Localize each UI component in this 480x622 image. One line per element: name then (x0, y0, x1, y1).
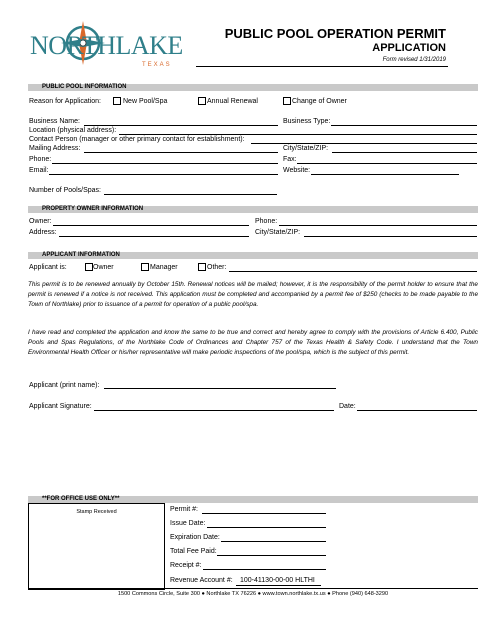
num-pools-field[interactable] (104, 194, 277, 195)
print-name-label: Applicant (print name): (29, 382, 100, 389)
section-bar-office (28, 496, 478, 503)
section-bar-applicant (28, 252, 478, 259)
option-manager: Manager (150, 264, 178, 271)
section-bar-owner (28, 206, 478, 213)
print-name-field[interactable] (104, 388, 336, 389)
date-field[interactable] (357, 410, 477, 411)
contact-label: Contact Person (manager or other primary contact for establishment): (29, 136, 245, 143)
expiration-label: Expiration Date: (170, 534, 220, 541)
option-change-owner: Change of Owner (292, 98, 347, 105)
permit-label: Permit #: (170, 506, 199, 513)
business-type-label: Business Type: (283, 118, 331, 125)
fee-field[interactable] (217, 555, 326, 556)
header-rule (196, 66, 448, 67)
fax-field[interactable] (297, 163, 477, 164)
renewal-paragraph: This permit is to be renewed annually by October 15th. Renewal notices will be mailed; however, it is the responsibility of the permit holder to ensure that the permit is renewed if a notice is not received. This application must be completed and accompanied by a permit fee of $250 (checks to be made payable to the Town of Northlake) prior to issuance of a permit for operation of a public pool/spa. (28, 281, 478, 308)
revenue-label: Revenue Account #: (170, 577, 233, 584)
logo-subtext: TEXAS (142, 62, 172, 68)
other-field[interactable] (229, 271, 477, 272)
city-state-zip-field[interactable] (332, 152, 477, 153)
owner-city-label: City/State/ZIP: (255, 229, 301, 236)
reason-label: Reason for Application: (29, 98, 101, 105)
owner-address-field[interactable] (59, 236, 249, 237)
section-bar-pool (28, 84, 478, 91)
footer-rule (28, 588, 478, 589)
num-pools-label: Number of Pools/Spas: (29, 187, 101, 194)
option-owner: Owner (93, 264, 114, 271)
checkbox-new-pool[interactable] (113, 97, 121, 105)
section-heading-pool: PUBLIC POOL INFORMATION (42, 84, 127, 90)
checkbox-owner[interactable] (85, 263, 93, 271)
owner-phone-field[interactable] (279, 225, 477, 226)
issue-label: Issue Date: (170, 520, 206, 527)
option-new-pool: New Pool/Spa (123, 98, 168, 105)
checkbox-other[interactable] (198, 263, 206, 271)
logo (30, 20, 186, 72)
page-subtitle: APPLICATION (372, 42, 446, 54)
signature-field[interactable] (94, 410, 334, 411)
office-heading: **FOR OFFICE USE ONLY** (42, 496, 120, 502)
revenue-value: 100-41130-00-00 HLTHI (236, 576, 321, 586)
checkbox-change-owner[interactable] (283, 97, 291, 105)
stamp-box (28, 503, 165, 590)
location-label: Location (physical address): (29, 127, 117, 134)
issue-field[interactable] (207, 527, 326, 528)
business-name-label: Business Name: (29, 118, 80, 125)
permit-field[interactable] (202, 513, 326, 514)
option-annual-renewal: Annual Renewal (207, 98, 258, 105)
phone-label: Phone: (29, 156, 52, 163)
section-heading-owner: PROPERTY OWNER INFORMATION (42, 206, 144, 212)
footer-text: 1500 Commons Circle, Suite 300 ● Northlake TX 76226 ● www.town.northlake.tx.us ● Phone (940) 648-3290 (117, 591, 389, 597)
owner-label: Owner: (29, 218, 52, 225)
owner-phone-label: Phone: (255, 218, 278, 225)
applicant-is-label: Applicant is: (29, 264, 67, 271)
city-state-zip-label: City/State/ZIP: (283, 145, 329, 152)
phone-field[interactable] (52, 163, 278, 164)
fee-label: Total Fee Paid: (170, 548, 217, 555)
owner-city-field[interactable] (304, 236, 477, 237)
form-revision: Form revised 1/31/2019 (382, 57, 446, 63)
owner-field[interactable] (53, 225, 249, 226)
mailing-label: Mailing Address: (29, 145, 81, 152)
stamp-label: Stamp Received (76, 509, 117, 515)
website-field[interactable] (311, 174, 459, 175)
expiration-field[interactable] (221, 541, 326, 542)
owner-address-label: Address: (29, 229, 57, 236)
date-label: Date: (339, 403, 356, 410)
mailing-field[interactable] (84, 152, 278, 153)
business-type-field[interactable] (331, 125, 477, 126)
fax-label: Fax: (283, 156, 297, 163)
email-field[interactable] (49, 174, 278, 175)
checkbox-manager[interactable] (141, 263, 149, 271)
website-label: Website: (283, 167, 311, 174)
signature-label: Applicant Signature: (29, 403, 92, 410)
email-label: Email: (29, 167, 49, 174)
certification-paragraph: I have read and completed the application and know the same to be true and correct and hereby agree to comply with the provisions of Article 6.400, Public Pools and Spas Regulations, of the Northlake Code of Ordinances and Chapter 757 of the Texas Health & Safety Code. I understand that the Town Environmental Health Officer or his/her representative will make periodic inspections of the pool/spa, which is the subject of this permit. (28, 329, 478, 356)
receipt-label: Receipt #: (170, 562, 202, 569)
section-heading-applicant: APPLICANT INFORMATION (42, 252, 120, 258)
option-other: Other: (207, 264, 227, 271)
receipt-field[interactable] (203, 569, 326, 570)
page-title: PUBLIC POOL OPERATION PERMIT (224, 26, 446, 41)
checkbox-annual-renewal[interactable] (198, 97, 206, 105)
logo-wordmark: NORTHLAKE (30, 31, 183, 60)
